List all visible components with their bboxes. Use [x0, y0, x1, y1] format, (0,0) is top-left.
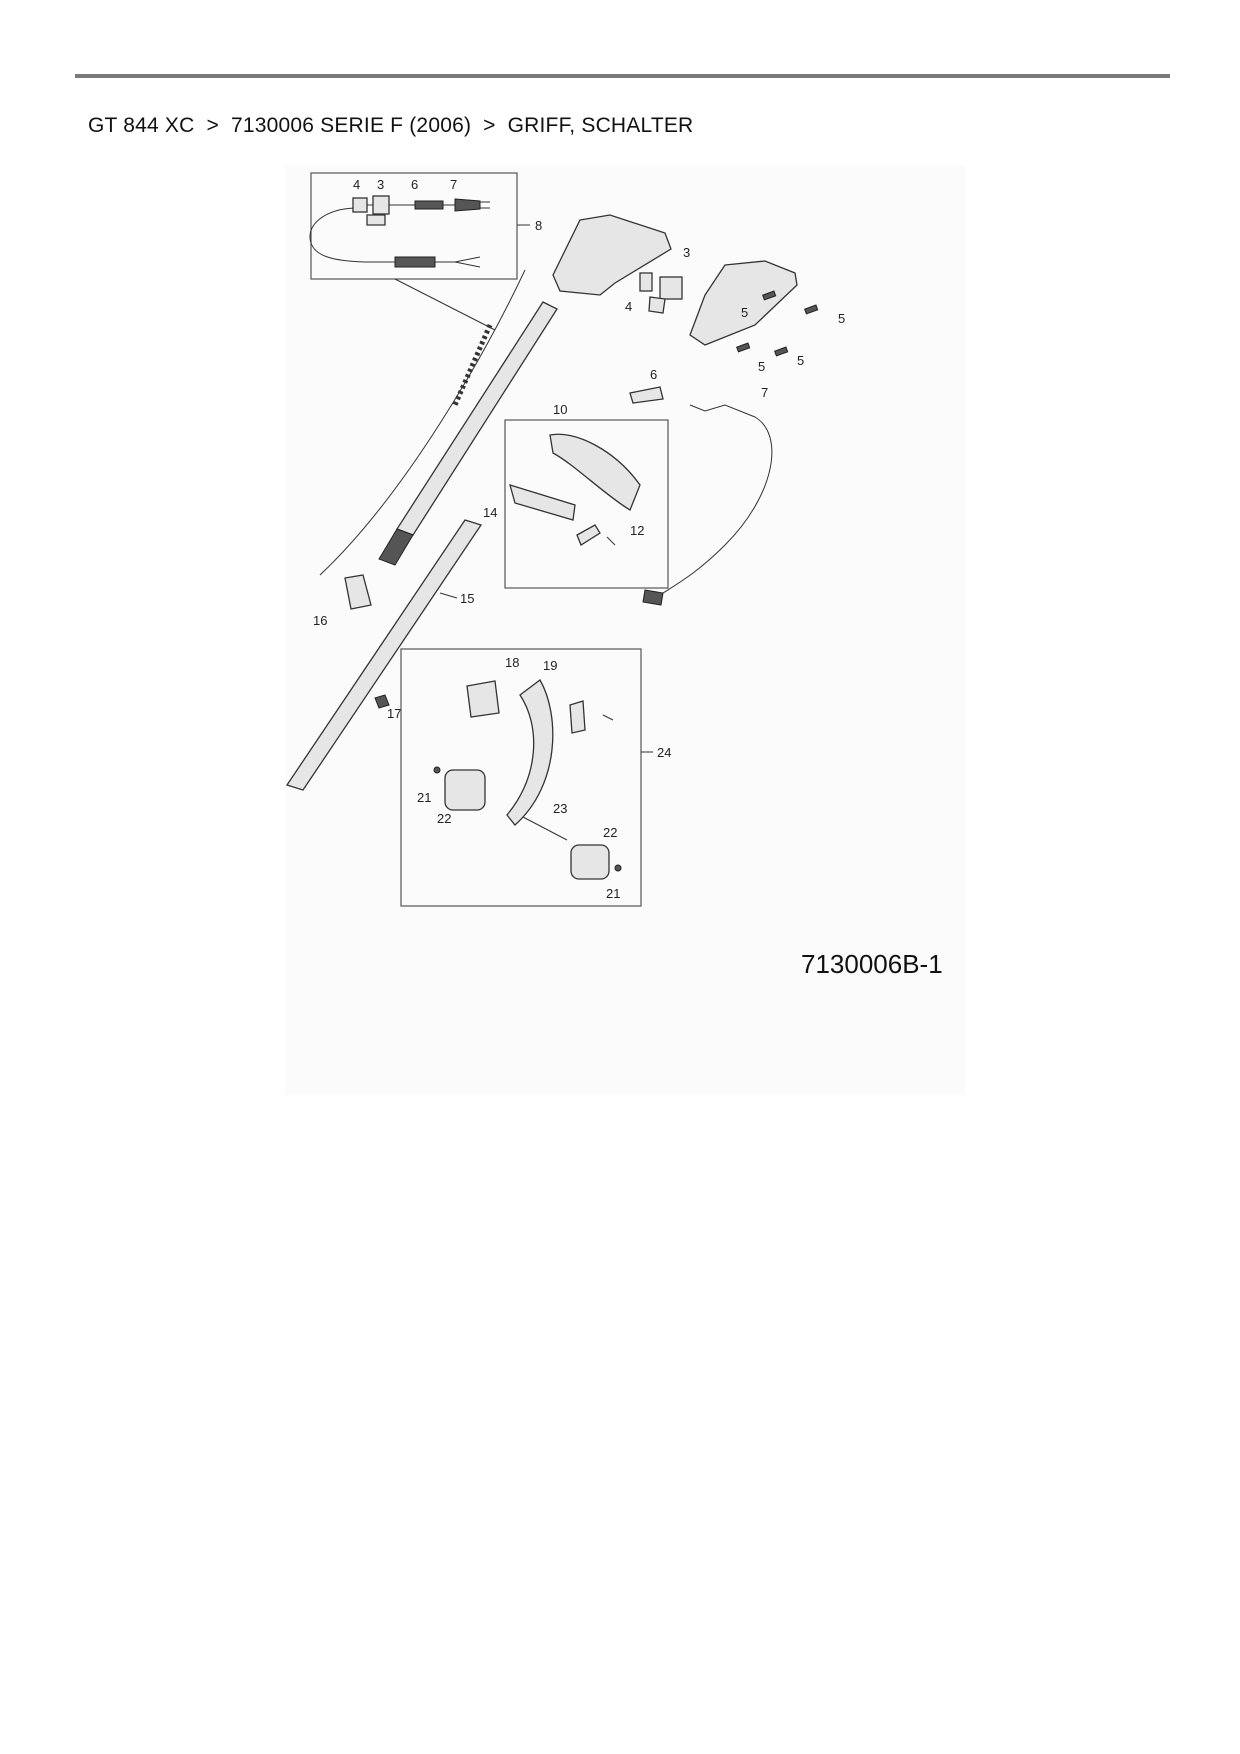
callout-label: 21	[417, 790, 432, 805]
washer-part	[615, 865, 621, 871]
switch-spring-part	[640, 273, 652, 291]
callout-label: 7	[450, 177, 458, 192]
callout-label: 22	[437, 811, 452, 826]
power-plug	[643, 590, 663, 605]
callout-label: 4	[625, 299, 633, 314]
callout-label: 12	[630, 523, 645, 538]
breadcrumb	[88, 114, 693, 138]
callout-label: 19	[543, 658, 558, 673]
callout-label: 22	[603, 825, 618, 840]
callout-label: 5	[797, 353, 805, 368]
coil-spring-part	[395, 257, 435, 267]
top-rule	[75, 74, 1170, 78]
callout-label: 15	[460, 591, 475, 606]
callout-label: 5	[758, 359, 766, 374]
callout-label: 3	[377, 177, 385, 192]
callout-label: 17	[387, 706, 402, 721]
callout-label: 24	[657, 745, 672, 760]
bolt-part	[570, 701, 585, 733]
washer-part	[434, 767, 440, 773]
callout-label: 5	[741, 305, 749, 320]
cable-clamp-part	[353, 198, 367, 212]
switch-part	[660, 277, 682, 299]
knob-part	[571, 845, 609, 879]
callout-label: 7	[761, 385, 769, 400]
cord-sleeve-part	[415, 201, 443, 209]
breadcrumb-model[interactable]: GT 844 XC	[88, 114, 195, 137]
diagram-code: 7130006B-1	[801, 949, 943, 979]
breadcrumb-section: GRIFF, SCHALTER	[507, 114, 694, 137]
callout-label: 5	[838, 311, 846, 326]
breadcrumb-separator: >	[206, 114, 219, 137]
callout-label: 8	[535, 218, 543, 233]
callout-label: 14	[483, 505, 498, 520]
callout-label: 23	[553, 801, 568, 816]
callout-label: 3	[683, 245, 691, 260]
breadcrumb-separator: >	[483, 114, 496, 137]
parts-diagram	[285, 165, 965, 1095]
breadcrumb-series[interactable]: 7130006 SERIE F (2006)	[230, 114, 472, 137]
parts-diagram-svg	[285, 165, 965, 1095]
callout-label: 21	[606, 886, 621, 901]
callout-label: 6	[650, 367, 658, 382]
callout-label: 16	[313, 613, 328, 628]
plug-part	[455, 199, 480, 211]
callout-label: 6	[411, 177, 419, 192]
strain-relief-part	[373, 196, 389, 214]
callout-label: 10	[553, 402, 568, 417]
knob-part	[445, 770, 485, 810]
clamp-part	[467, 681, 499, 717]
clip-part	[367, 215, 385, 225]
switch-lever-part	[649, 297, 665, 313]
callout-label: 4	[353, 177, 361, 192]
callout-label: 18	[505, 655, 520, 670]
